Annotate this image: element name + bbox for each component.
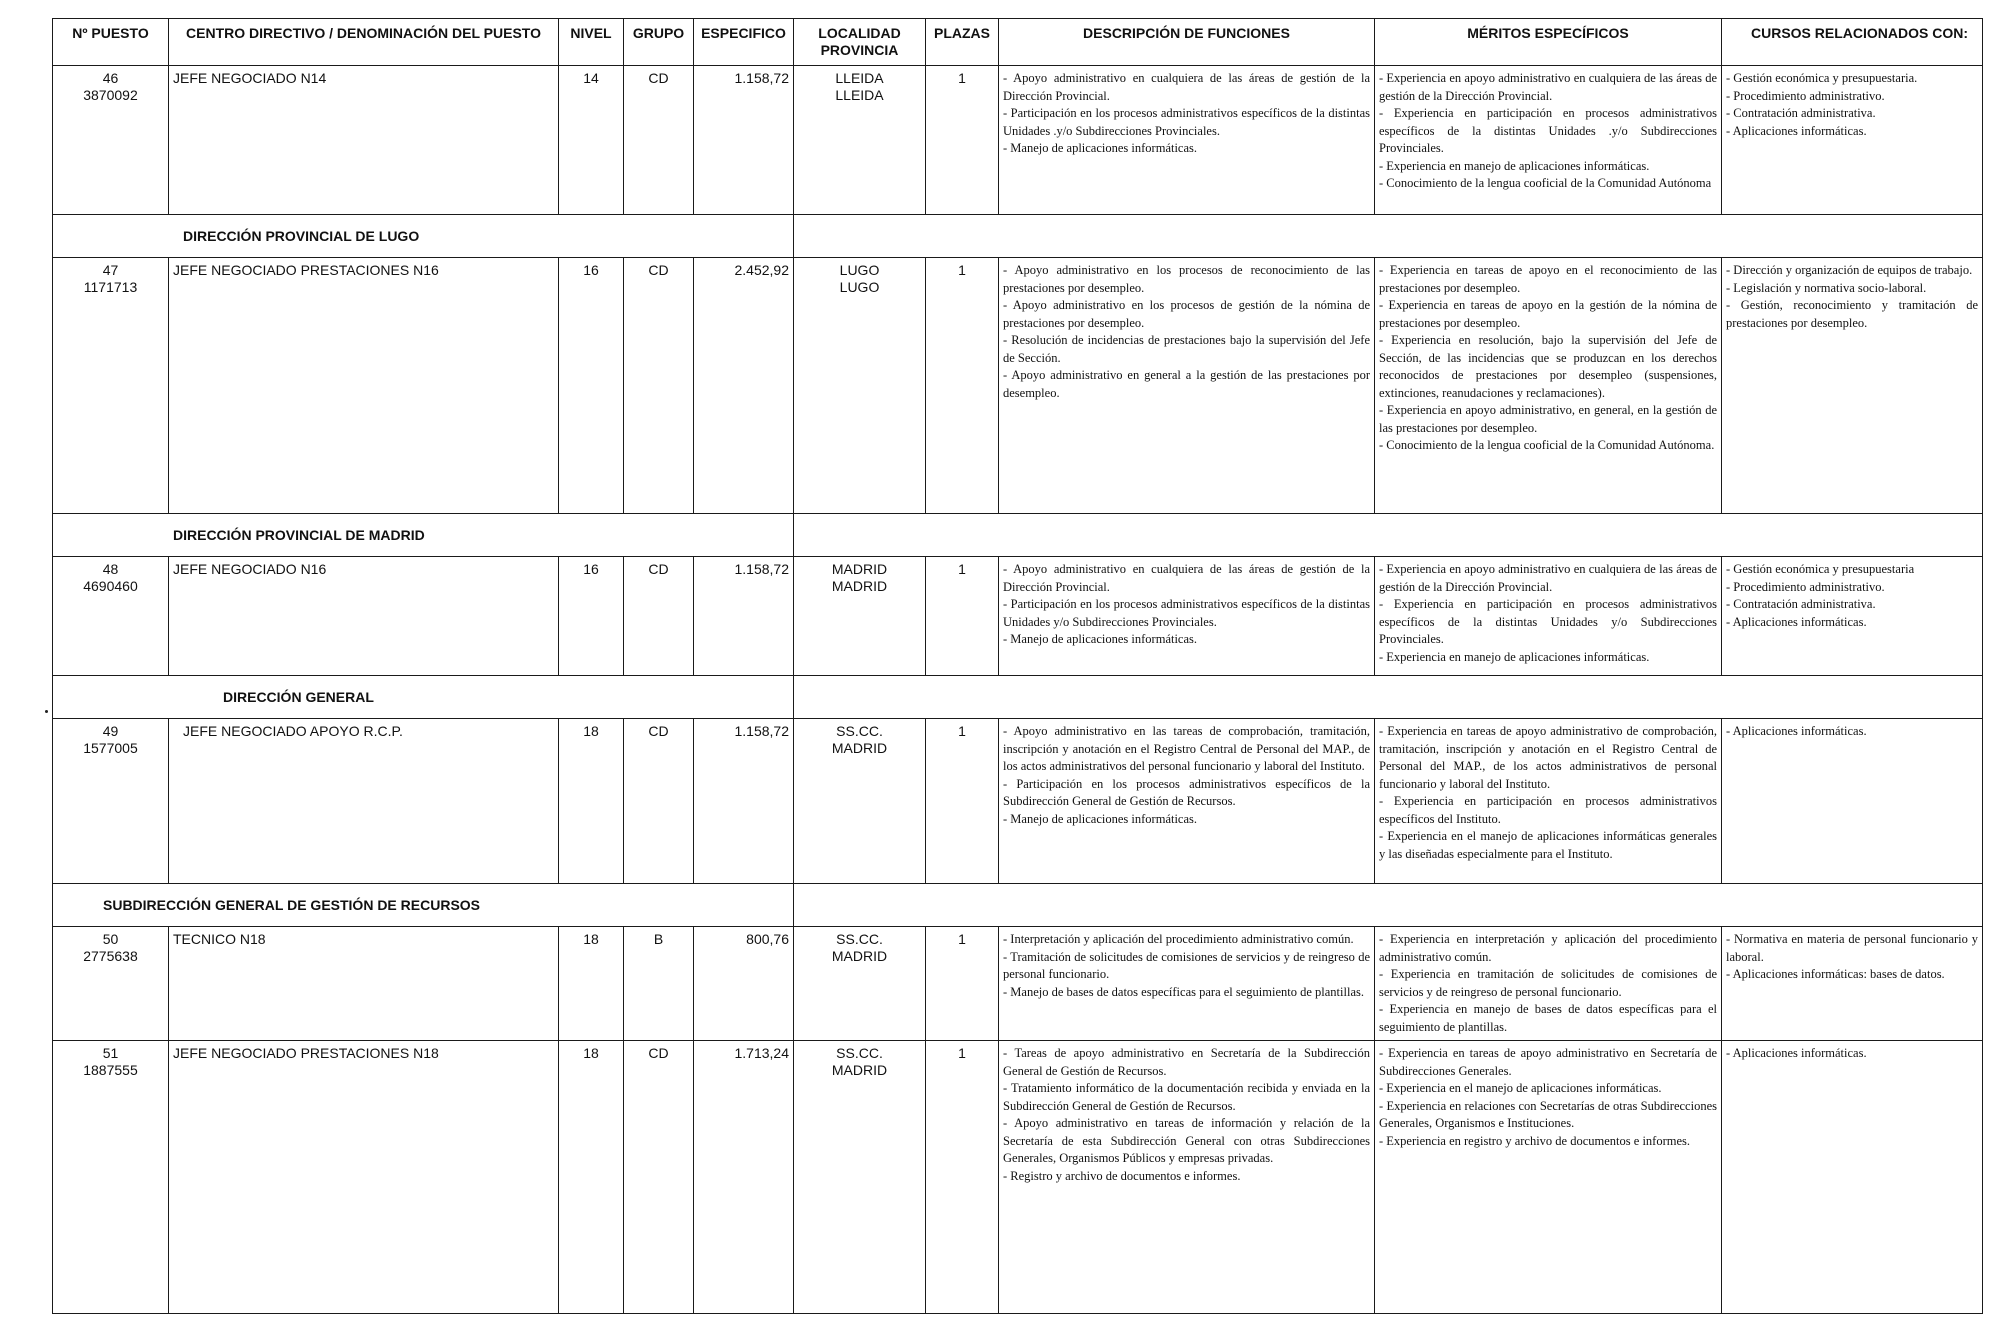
cursos-cell: [1722, 557, 1983, 676]
localidad-cell: [794, 719, 926, 884]
puesto-code: 4690460: [83, 578, 138, 594]
provincia: MADRID: [831, 740, 888, 756]
localidad-cell: [794, 557, 926, 676]
merito-item: - Experiencia en apoyo administrativo en cualquiera de las áreas de gestión de la Dirección Provincial.: [1379, 562, 1717, 594]
curso-item: - Procedimiento administrativo.: [1726, 579, 1885, 594]
puesto-cell: [53, 719, 169, 884]
curso-item: - Gestión, reconocimiento y tramitación de prestaciones por desempleo.: [1726, 298, 1978, 330]
merito-item: - Experiencia en relaciones con Secretarías de otras Subdirecciones Generales, Organismos e Instituciones.: [1379, 1098, 1717, 1130]
puesto-code: 1577005: [83, 740, 138, 756]
merito-item: - Conocimiento de la lengua cooficial de la Comunidad Autónoma.: [1379, 438, 1715, 452]
section-blank: [794, 676, 1983, 719]
section-blank: [794, 884, 1983, 927]
section-row: [53, 215, 1983, 258]
grupo-cell: CD: [624, 258, 694, 514]
curso-item: - Legislación y normativa socio-laboral.: [1726, 280, 1927, 295]
nivel-cell: 14: [559, 66, 624, 215]
grupo-cell: CD: [624, 1041, 694, 1314]
nivel-cell: 16: [559, 258, 624, 514]
scan-speck: [45, 710, 48, 713]
localidad-cell: [794, 258, 926, 514]
nivel-cell: 18: [559, 927, 624, 1041]
merito-item: - Experiencia en participación en procesos administrativos específicos del Instituto.: [1379, 794, 1717, 826]
header-localidad-line2: PROVINCIA: [820, 42, 899, 58]
funcion-item: - Tramitación de solicitudes de comisiones de servicios y de reingreso de personal funcionario.: [1003, 949, 1370, 981]
plazas-cell: 1: [926, 258, 999, 514]
curso-item: - Aplicaciones informáticas.: [1726, 724, 1867, 738]
funciones-cell: [999, 927, 1375, 1041]
localidad: SS.CC.: [836, 1045, 883, 1061]
merito-item: - Experiencia en tramitación de solicitudes de comisiones de servicios y de reingreso de personal funcionario.: [1379, 967, 1717, 999]
header-plazas: PLAZAS: [926, 19, 999, 66]
table-row: [53, 557, 1983, 676]
puesto-title: JEFE NEGOCIADO PRESTACIONES N18: [169, 1041, 559, 1314]
curso-item: - Gestión económica y presupuestaria.: [1726, 71, 1918, 85]
provincia: LUGO: [839, 279, 880, 295]
meritos-cell: [1375, 258, 1722, 514]
puesto-code: 2775638: [83, 948, 138, 964]
especifico-cell: 1.158,72: [694, 719, 794, 884]
merito-item: - Experiencia en tareas de apoyo administrativo en Secretaría de Subdirecciones Generales.: [1379, 1046, 1717, 1078]
puesto-number: 50: [102, 931, 119, 947]
merito-item: - Experiencia en el manejo de aplicaciones informáticas.: [1379, 1081, 1662, 1095]
merito-item: - Experiencia en tareas de apoyo en la gestión de la nómina de prestaciones por desempleo.: [1379, 298, 1717, 330]
puesto-title: JEFE NEGOCIADO APOYO R.C.P.: [169, 719, 559, 884]
section-blank: [794, 215, 1983, 258]
funcion-item: - Participación en los procesos administrativos específicos de la distintas Unidades .y/o Subdirecciones Provinciales.: [1003, 106, 1370, 138]
localidad: SS.CC.: [836, 931, 883, 947]
merito-item: - Experiencia en tareas de apoyo administrativo de comprobación, tramitación, inscripción y anotación en el Registro Central de Personal del MAP., de los actos administrativos de personal funcionario y laboral del Instituto.: [1379, 724, 1717, 791]
table-row: [53, 1041, 1983, 1314]
curso-item: - Normativa en materia de personal funcionario y laboral.: [1726, 932, 1978, 964]
merito-item: - Experiencia en manejo de bases de datos específicas para el seguimiento de plantillas.: [1379, 1002, 1717, 1034]
cursos-cell: [1722, 258, 1983, 514]
especifico-cell: 1.158,72: [694, 557, 794, 676]
nivel-cell: 18: [559, 1041, 624, 1314]
section-row: [53, 676, 1983, 719]
funcion-item: - Interpretación y aplicación del procedimiento administrativo común.: [1003, 932, 1354, 946]
puesto-number: 48: [102, 561, 119, 577]
header-centro: CENTRO DIRECTIVO / DENOMINACIÓN DEL PUESTO: [169, 19, 559, 66]
curso-item: - Dirección y organización de equipos de trabajo.: [1726, 263, 1973, 277]
grupo-cell: CD: [624, 719, 694, 884]
curso-item: - Procedimiento administrativo.: [1726, 88, 1885, 103]
especifico-cell: 1.158,72: [694, 66, 794, 215]
provincia: LLEIDA: [835, 87, 884, 103]
table-row: [53, 719, 1983, 884]
nivel-cell: 18: [559, 719, 624, 884]
puesto-title: TECNICO N18: [169, 927, 559, 1041]
funcion-item: - Resolución de incidencias de prestaciones bajo la supervisión del Jefe de Sección.: [1003, 333, 1370, 365]
grupo-cell: CD: [624, 557, 694, 676]
merito-item: - Experiencia en manejo de aplicaciones informáticas.: [1379, 649, 1650, 664]
grupo-cell: B: [624, 927, 694, 1041]
merito-item: - Experiencia en interpretación y aplicación del procedimiento administrativo común.: [1379, 932, 1717, 964]
merito-item: - Experiencia en apoyo administrativo, en general, en la gestión de las prestaciones por desempleo.: [1379, 403, 1717, 435]
puesto-number: 46: [102, 70, 119, 86]
provincia: MADRID: [831, 1062, 888, 1078]
header-localidad-line1: LOCALIDAD: [818, 25, 901, 41]
plazas-cell: 1: [926, 1041, 999, 1314]
plazas-cell: 1: [926, 719, 999, 884]
puesto-cell: [53, 557, 169, 676]
puesto-number: 51: [102, 1045, 119, 1061]
funcion-item: - Manejo de aplicaciones informáticas.: [1003, 811, 1198, 826]
plazas-cell: 1: [926, 557, 999, 676]
puesto-code: 3870092: [83, 87, 138, 103]
curso-item: - Aplicaciones informáticas.: [1726, 1046, 1867, 1060]
localidad: MADRID: [831, 561, 888, 577]
section-row: [53, 884, 1983, 927]
puesto-title: JEFE NEGOCIADO PRESTACIONES N16: [169, 258, 559, 514]
localidad: SS.CC.: [836, 723, 883, 739]
section-row: [53, 514, 1983, 557]
curso-item: - Aplicaciones informáticas.: [1726, 123, 1867, 138]
curso-item: - Aplicaciones informáticas.: [1726, 614, 1867, 629]
funcion-item: - Manejo de aplicaciones informáticas.: [1003, 141, 1198, 155]
curso-item: - Gestión económica y presupuestaria: [1726, 562, 1915, 576]
especifico-cell: 1.713,24: [694, 1041, 794, 1314]
funciones-cell: [999, 258, 1375, 514]
section-title: DIRECCIÓN PROVINCIAL DE MADRID: [53, 514, 794, 557]
puesto-cell: [53, 927, 169, 1041]
funcion-item: - Registro y archivo de documentos e informes.: [1003, 1168, 1241, 1183]
localidad: LLEIDA: [835, 70, 884, 86]
nivel-cell: 16: [559, 557, 624, 676]
merito-item: - Experiencia en participación en procesos administrativos específicos de la distintas Unidades .y/o Subdirecciones Provinciales.: [1379, 106, 1717, 155]
table-row: [53, 927, 1983, 1041]
meritos-cell: [1375, 557, 1722, 676]
plazas-cell: 1: [926, 66, 999, 215]
cursos-cell: [1722, 719, 1983, 884]
section-title: DIRECCIÓN GENERAL: [53, 676, 794, 719]
vacancy-table: [52, 18, 1983, 1314]
localidad: LUGO: [839, 262, 880, 278]
puesto-cell: [53, 66, 169, 215]
meritos-cell: [1375, 1041, 1722, 1314]
funciones-cell: [999, 1041, 1375, 1314]
funcion-item: - Apoyo administrativo en general a la gestión de las prestaciones por desempleo.: [1003, 368, 1370, 400]
meritos-cell: [1375, 66, 1722, 215]
section-title: SUBDIRECCIÓN GENERAL DE GESTIÓN DE RECURSOS: [53, 884, 794, 927]
puesto-cell: [53, 258, 169, 514]
funcion-item: - Manejo de bases de datos específicas para el seguimiento de plantillas.: [1003, 984, 1364, 999]
grupo-cell: CD: [624, 66, 694, 215]
funcion-item: - Manejo de aplicaciones informáticas.: [1003, 632, 1198, 646]
header-grupo: GRUPO: [624, 19, 694, 66]
merito-item: - Experiencia en participación en procesos administrativos específicos de la distintas Unidades y/o Subdirecciones Provinciales.: [1379, 597, 1717, 646]
header-meritos: MÉRITOS ESPECÍFICOS: [1375, 19, 1722, 66]
header-localidad: [794, 19, 926, 66]
localidad-cell: [794, 1041, 926, 1314]
plazas-cell: 1: [926, 927, 999, 1041]
especifico-cell: 2.452,92: [694, 258, 794, 514]
header-cursos: CURSOS RELACIONADOS CON:: [1722, 19, 1983, 66]
provincia: MADRID: [831, 948, 888, 964]
funcion-item: - Apoyo administrativo en cualquiera de las áreas de gestión de la Dirección Provincial.: [1003, 71, 1370, 103]
header-especifico: ESPECIFICO: [694, 19, 794, 66]
funciones-cell: [999, 557, 1375, 676]
funcion-item: - Participación en los procesos administrativos específicos de la distintas Unidades y/o Subdirecciones Provinciales.: [1003, 597, 1370, 629]
header-puesto: Nº PUESTO: [53, 19, 169, 66]
table-row: [53, 258, 1983, 514]
section-blank: [794, 514, 1983, 557]
provincia: MADRID: [831, 578, 888, 594]
localidad-cell: [794, 66, 926, 215]
puesto-code: 1887555: [83, 1062, 138, 1078]
funcion-item: - Apoyo administrativo en cualquiera de las áreas de gestión de la Dirección Provincial.: [1003, 562, 1370, 594]
meritos-cell: [1375, 719, 1722, 884]
localidad-cell: [794, 927, 926, 1041]
curso-item: - Contratación administrativa.: [1726, 106, 1876, 120]
funcion-item: - Tratamiento informático de la documentación recibida y enviada en la Subdirección General de Gestión de Recursos.: [1003, 1081, 1370, 1113]
merito-item: - Experiencia en registro y archivo de documentos e informes.: [1379, 1133, 1690, 1148]
puesto-code: 1171713: [83, 279, 138, 295]
merito-item: - Experiencia en manejo de aplicaciones informáticas.: [1379, 158, 1650, 173]
merito-item: - Experiencia en el manejo de aplicaciones informáticas generales y las diseñadas especialmente para el Instituto.: [1379, 829, 1717, 861]
funcion-item: - Apoyo administrativo en los procesos de reconocimiento de las prestaciones por desempleo.: [1003, 263, 1370, 295]
merito-item: - Conocimiento de la lengua cooficial de la Comunidad Autónoma: [1379, 176, 1712, 190]
puesto-cell: [53, 1041, 169, 1314]
merito-item: - Experiencia en tareas de apoyo en el reconocimiento de las prestaciones por desempleo.: [1379, 263, 1717, 295]
puesto-number: 47: [102, 262, 119, 278]
puesto-number: 49: [102, 723, 119, 739]
merito-item: - Experiencia en resolución, bajo la supervisión del Jefe de Sección, de las incidencias que se produzcan en los derechos reconocidos de prestaciones por desempleo (suspensiones, extinciones, reanudaciones y reclamaciones).: [1379, 333, 1717, 400]
cursos-cell: [1722, 66, 1983, 215]
header-row: [53, 19, 1983, 66]
puesto-title: JEFE NEGOCIADO N14: [169, 66, 559, 215]
funcion-item: - Apoyo administrativo en los procesos de gestión de la nómina de prestaciones por desempleo.: [1003, 298, 1370, 330]
funcion-item: - Apoyo administrativo en tareas de información y relación de la Secretaría de esta Subdirección General con otras Subdirecciones Generales, Organismos Públicos y empresas privadas.: [1003, 1116, 1370, 1165]
header-nivel: NIVEL: [559, 19, 624, 66]
table-row: [53, 66, 1983, 215]
cursos-cell: [1722, 1041, 1983, 1314]
header-descripcion: DESCRIPCIÓN DE FUNCIONES: [999, 19, 1375, 66]
funcion-item: - Tareas de apoyo administrativo en Secretaría de la Subdirección General de Gestión de Recursos.: [1003, 1046, 1370, 1078]
funciones-cell: [999, 719, 1375, 884]
meritos-cell: [1375, 927, 1722, 1041]
section-title: DIRECCIÓN PROVINCIAL DE LUGO: [53, 215, 794, 258]
funcion-item: - Participación en los procesos administrativos específicos de la Subdirección General de Gestión de Recursos.: [1003, 776, 1370, 808]
cursos-cell: [1722, 927, 1983, 1041]
especifico-cell: 800,76: [694, 927, 794, 1041]
curso-item: - Contratación administrativa.: [1726, 597, 1876, 611]
funcion-item: - Apoyo administrativo en las tareas de comprobación, tramitación, inscripción y anotación en el Registro Central de Personal del MAP., de los actos administrativos del personal funcionario y laboral del Instituto.: [1003, 724, 1370, 773]
merito-item: - Experiencia en apoyo administrativo en cualquiera de las áreas de gestión de la Dirección Provincial.: [1379, 71, 1717, 103]
curso-item: - Aplicaciones informáticas: bases de datos.: [1726, 967, 1945, 981]
puesto-title: JEFE NEGOCIADO N16: [169, 557, 559, 676]
funciones-cell: [999, 66, 1375, 215]
